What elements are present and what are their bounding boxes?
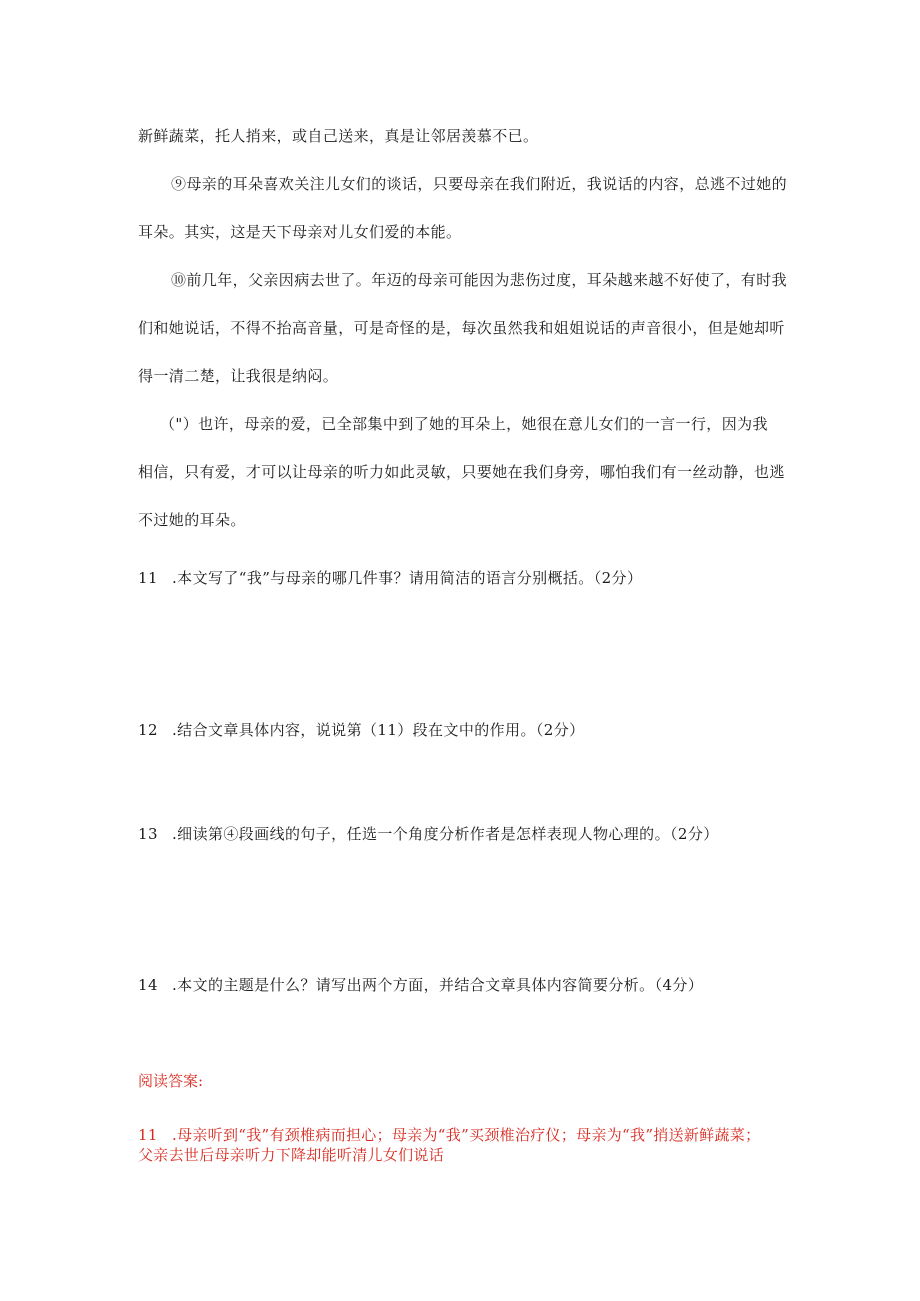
question-12 <box>138 720 585 740</box>
answer-text: .母亲听到“我”有颈椎病而担心；母亲为“我”买颈椎治疗仪；母亲为“我”捎送新鲜蔬菜； <box>172 1126 761 1144</box>
paragraph-10-line-1: ⑩前几年，父亲因病去世了。年迈的母亲可能因为悲伤过度，耳朵越来越不好使了，有时我 <box>171 271 788 289</box>
question-text: .结合文章具体内容，说说第（11）段在文中的作用。（2分） <box>172 721 585 739</box>
paragraph-11-line-2: 相信，只有爱，才可以让母亲的听力如此灵敏，只要她在我们身旁，哪怕我们有一丝动静，也逃 <box>138 463 785 481</box>
paragraph-8-tail: 新鲜蔬菜，托人捎来，或自己送来，真是让邻居羡慕不已。 <box>138 127 539 145</box>
answer-11-line-2: 父亲去世后母亲听力下降却能听清儿女们说话 <box>138 1146 445 1164</box>
paragraph-9-line-1: ⑨母亲的耳朵喜欢关注儿女们的谈话，只要母亲在我们附近，我说话的内容，总逃不过她的 <box>171 175 788 193</box>
paragraph-11-line-3: 不过她的耳朵。 <box>138 511 246 529</box>
question-text: .本文写了“我”与母亲的哪几件事？请用简洁的语言分别概括。（2分） <box>172 569 643 587</box>
question-number: 13 <box>138 825 158 843</box>
answer-number: 11 <box>138 1126 158 1144</box>
question-13 <box>138 824 719 844</box>
question-text: .本文的主题是什么？请写出两个方面，并结合文章具体内容简要分析。（4分） <box>172 976 704 994</box>
answer-section-title: 阅读答案: <box>138 1072 204 1090</box>
question-text: .细读第④段画线的句子，任选一个角度分析作者是怎样表现人物心理的。（2分） <box>172 825 719 843</box>
question-number: 14 <box>138 976 158 994</box>
paragraph-10-line-3: 得一清二楚，让我很是纳闷。 <box>138 367 339 385</box>
question-number: 12 <box>138 721 158 739</box>
question-number: 11 <box>138 569 158 587</box>
question-14 <box>138 975 703 995</box>
answer-11-line-1 <box>138 1125 760 1145</box>
question-11 <box>138 568 642 588</box>
paragraph-10-line-2: 们和她说话，不得不抬高音量，可是奇怪的是，每次虽然我和姐姐说话的声音很小，但是她却听 <box>138 319 785 337</box>
paragraph-9-line-2: 耳朵。其实，这是天下母亲对儿女们爱的本能。 <box>138 223 462 241</box>
paragraph-11-line-1: （"）也许，母亲的爱，已全部集中到了她的耳朵上，她很在意儿女们的一言一行，因为我 <box>160 415 768 433</box>
